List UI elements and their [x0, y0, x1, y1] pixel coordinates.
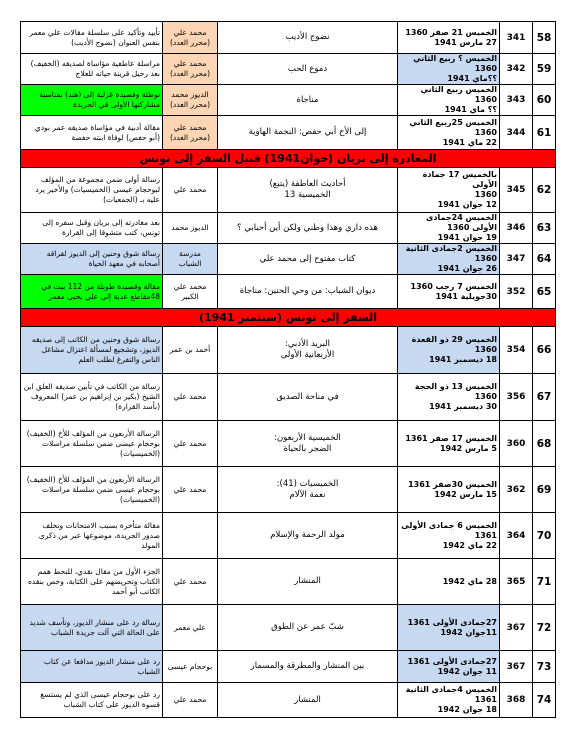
- issue-number: 367: [500, 651, 533, 683]
- date-line: 27جمادى الأولى 1361: [407, 656, 497, 666]
- title-line: هذه داري وهذا وطني ولكن أين أحبابي ؟: [237, 222, 378, 233]
- date-line: الخميس 21 صفر 1360: [405, 27, 497, 37]
- article-title: [218, 244, 398, 275]
- article-note: الجزء الأول من مقال نقدي، للنحط همم الكتاب وتحريضهم على الكتابة، وخص بنقده الكاتب أبو أحمد: [21, 559, 163, 605]
- title-line: مولد الرحمة والإسلام: [270, 530, 345, 540]
- title-line: نضوج الأديب: [285, 32, 330, 42]
- title-line: الضجر بالحياة: [283, 443, 332, 454]
- entry-number: 70: [533, 513, 556, 559]
- article-title: [218, 467, 398, 513]
- article-note: رد على بوحجام عيسى الذي لم يستسغ قسوة الديوز على كتاب الشباب: [21, 683, 163, 718]
- issue-number: 346: [500, 213, 533, 244]
- title-line: المنشار: [294, 576, 321, 586]
- article-title: [218, 421, 398, 467]
- issue-date: [398, 168, 500, 213]
- date-line: الخميس 24جمادى الأولى 1360: [426, 213, 497, 232]
- title-line: الأربعانية الأولى: [280, 350, 335, 360]
- entry-number: 73: [533, 651, 556, 683]
- date-line: 28 ماي 1942: [442, 576, 497, 586]
- entry-number: 71: [533, 559, 556, 605]
- author-line: محمد علي: [173, 438, 207, 448]
- article-note: رسالة من الكاتب في تأبين صديقه العلق ابن الشيخ (بكير بن إبراهيم بن عمر) المعروف (بأسد القرارة): [21, 374, 163, 421]
- issue-number: 344: [500, 116, 533, 150]
- issue-number: 368: [500, 683, 533, 718]
- article-title: [218, 22, 398, 54]
- title-line: الخميسية 13: [284, 190, 331, 200]
- issue-number: 347: [500, 244, 533, 275]
- section-header-row: [21, 309, 556, 327]
- article-title: [218, 559, 398, 605]
- issue-date: [398, 421, 500, 467]
- article-title: [218, 374, 398, 421]
- issue-date: [398, 213, 500, 244]
- author-line: محمد علي: [173, 122, 207, 132]
- issue-number: 367: [500, 605, 533, 651]
- entry-number: 60: [533, 85, 556, 116]
- article-note: مراسلة عاطفية مؤاساة لصديقه (الخفيف) بعد رحيل قرينة حياته للعلاج: [21, 54, 163, 85]
- article-note: مقالة أدبية في مؤاساة صديقه عمر بودي (أبو حفص) لوفاة ابنته حفصة: [21, 116, 163, 150]
- article-author: [163, 651, 218, 683]
- date-line: 5 مارس 1942: [439, 443, 497, 453]
- article-author: [163, 116, 218, 150]
- issue-date: [398, 467, 500, 513]
- date-line: الخميس 13 ذو الحجة 1360: [414, 382, 497, 401]
- article-note: رسالة رد على منشار الديوز، وتأسف شديد على الحالة التي آلت جريدة الشباب: [21, 605, 163, 651]
- author-line: أحمد بن عمر: [169, 345, 211, 354]
- issue-date: [398, 559, 500, 605]
- date-line: الخميس 6 جمادى الأولى: [401, 520, 497, 530]
- author-line: محمد علي: [173, 27, 207, 37]
- article-note: تأييد وتأكيد على سلسلة مقالات علي معمر بنفس العنوان (نضوج الأديب): [21, 22, 163, 54]
- article-author: [163, 168, 218, 213]
- issue-date: [398, 374, 500, 421]
- author-line: مدرسة: [179, 249, 201, 258]
- issue-date: [398, 605, 500, 651]
- issue-number: 341: [500, 22, 533, 54]
- date-line: بالخميس 17 جمادة الأولى: [422, 170, 497, 189]
- issue-number: 343: [500, 85, 533, 116]
- title-line: كتاب مفتوح إلى محمد علي: [259, 253, 356, 264]
- article-title: [218, 683, 398, 718]
- issue-date: [398, 513, 500, 559]
- article-author: [163, 213, 218, 244]
- date-line: 30 ديسمبر 1941: [429, 402, 497, 411]
- title-line: البريد الأدبي:: [284, 339, 331, 349]
- date-line: 15 مارس 1942: [434, 489, 497, 499]
- date-line: الخميس 29 ذو القعدة 1360: [411, 335, 497, 354]
- article-author: [163, 559, 218, 605]
- date-line: الخميس 17 صفر 1361: [405, 433, 497, 443]
- author-line: محمد علي: [173, 484, 207, 494]
- table-row: [21, 275, 556, 309]
- issue-number: 365: [500, 559, 533, 605]
- articles-table: [20, 21, 556, 718]
- entry-number: 63: [533, 213, 556, 244]
- issue-number: 356: [500, 374, 533, 421]
- article-author: [163, 683, 218, 718]
- title-line: الخميسية الأربعون:: [274, 432, 341, 443]
- article-author: [163, 22, 218, 54]
- date-line: الخميس 25ربيع الثاني 1360: [409, 117, 497, 137]
- article-author: [163, 421, 218, 467]
- title-line: إلى الأخ أبي حفص: النجمة الهاوية: [248, 127, 367, 137]
- table-row: [21, 327, 556, 374]
- entry-number: 61: [533, 116, 556, 150]
- date-line: 27 مارس 1941: [434, 37, 497, 47]
- date-line: 12 جوان 1941: [437, 200, 497, 209]
- article-title: [218, 54, 398, 85]
- title-line: ديوان الشباب: من وحي الحنين: مناجاة: [239, 286, 376, 296]
- issue-number: 362: [500, 467, 533, 513]
- issue-number: 342: [500, 54, 533, 85]
- article-title: [218, 513, 398, 559]
- table-row: [21, 605, 556, 651]
- date-line: الخميس 30صفر 1361: [408, 479, 497, 489]
- date-line: 27جمادى الأولى 1361: [407, 617, 497, 627]
- article-author: [163, 374, 218, 421]
- table-row: [21, 559, 556, 605]
- author-line: (محرر العدد): [169, 100, 211, 109]
- date-line: 30جويلية 1941: [435, 291, 497, 301]
- title-line: المنشار: [294, 694, 321, 705]
- article-title: [218, 85, 398, 116]
- date-line: ؟؟ ماي 1941: [444, 105, 497, 114]
- author-line: محمد علي: [173, 695, 207, 704]
- article-note: رسالة شوق وحنين إلى الديوز لفراقه أصحابه في معهد الحياة: [21, 244, 163, 275]
- author-line: محمد علي: [173, 59, 207, 68]
- author-line: الشباب: [178, 259, 202, 268]
- section-header-row: [21, 150, 556, 168]
- article-title: [218, 651, 398, 683]
- entry-number: 62: [533, 168, 556, 213]
- table-row: [21, 22, 556, 54]
- title-line: دموع الحب: [287, 63, 328, 74]
- author-line: (محرر العدد): [169, 37, 211, 47]
- article-author: [163, 54, 218, 85]
- date-line: 18 جوان 1942: [437, 705, 497, 714]
- article-author: [163, 327, 218, 374]
- author-line: محمد علي: [173, 392, 207, 401]
- table-row: [21, 168, 556, 213]
- article-title: [218, 605, 398, 651]
- issue-number: 352: [500, 275, 533, 309]
- entry-number: 65: [533, 275, 556, 309]
- issue-date: [398, 683, 500, 718]
- table-row: [21, 651, 556, 683]
- article-note: رسالة أولى ضمن مجموعة من المؤلف لبوحجام عيسى (الخميسيات) والأخير يرد عليه بـ (الجمعيات): [21, 168, 163, 213]
- entry-number: 66: [533, 327, 556, 374]
- author-line: بوحجام عيسى: [167, 661, 213, 671]
- date-line: 11 جوان 1942: [437, 666, 497, 676]
- entry-number: 59: [533, 54, 556, 85]
- table-row: [21, 244, 556, 275]
- table-row: [21, 421, 556, 467]
- document-page: [21, 21, 556, 718]
- article-author: [163, 467, 218, 513]
- article-author: [163, 275, 218, 309]
- author-line: الديوز محمد: [171, 223, 209, 232]
- table-row: [21, 374, 556, 421]
- date-line: ؟؟ماي 1941: [447, 74, 497, 83]
- issue-number: 354: [500, 327, 533, 374]
- date-line: 1361: [474, 530, 497, 540]
- author-line: محمد علي: [173, 576, 207, 586]
- article-note: الرسالة الأربعون من المؤلف للأخ (الخفيف) بوحجام عيسى ضمن سلسلة مراسلات (الخميسيات): [21, 421, 163, 467]
- author-line: (محرر العدد): [169, 132, 211, 142]
- issue-number: 345: [500, 168, 533, 213]
- date-line: 1360: [474, 190, 497, 199]
- issue-date: [398, 275, 500, 309]
- issue-date: [398, 651, 500, 683]
- article-author: [163, 244, 218, 275]
- articles-table-body: [21, 22, 556, 718]
- table-row: [21, 683, 556, 718]
- date-line: الخميس 4جمادى الثانية 1361: [405, 685, 497, 704]
- author-line: الديوز محمد: [171, 90, 209, 99]
- issue-date: [398, 116, 500, 150]
- article-author: [163, 605, 218, 651]
- date-line: 19 جوان 1941: [437, 233, 497, 242]
- table-row: [21, 213, 556, 244]
- article-note: بعد مغادرته إلى بريان وقبل سفره إلى تونس، كتب متشوقا إلى القرارة: [21, 213, 163, 244]
- article-note: رد على منشار الديوز مدافعا عن كتاب الشباب: [21, 651, 163, 683]
- article-title: [218, 275, 398, 309]
- title-line: بين المنشار والمطرقة والمسمار: [250, 661, 365, 671]
- title-line: مناجاة: [296, 94, 319, 105]
- issue-date: [398, 54, 500, 85]
- table-row: [21, 85, 556, 116]
- date-line: الخميس ؟ ربيع الثاني 1360: [413, 54, 497, 73]
- article-note: مقالة متأخرة بسبب الامتحانات وتخلف صدور الجريدة، موضوعها عبر من ذكرى المولد: [21, 513, 163, 559]
- date-line: 22 ماي 1941: [442, 137, 497, 147]
- date-line: 22 ماي 1942: [442, 540, 497, 550]
- article-title: [218, 116, 398, 150]
- title-line: نعمة الآلام: [289, 489, 326, 500]
- date-line: 26 جوان 1941: [437, 264, 497, 273]
- title-line: شبّ عمر عن الطوق: [271, 622, 344, 632]
- author-line: الكبير: [181, 291, 199, 301]
- entry-number: 69: [533, 467, 556, 513]
- entry-number: 68: [533, 421, 556, 467]
- title-line: في مناحة الصديق: [276, 391, 339, 402]
- author-line: علي معمر: [174, 622, 206, 632]
- entry-number: 67: [533, 374, 556, 421]
- issue-number: 364: [500, 513, 533, 559]
- table-row: [21, 54, 556, 85]
- author-line: (محرر العدد): [169, 69, 211, 78]
- article-note: توطئة وقصيدة غزلية إلى (هند) بمناسبة مشاركتها الأولى في الجريدة: [21, 85, 163, 116]
- entry-number: 72: [533, 605, 556, 651]
- section-title: المغادرة إلى بريان (جوان1941) قبيل السفر إلى تونس: [21, 150, 556, 168]
- article-note: مقالة وقصيدة طويلة من 112 بيت في 48مقاطع عدية إلى علي يحيى معمر: [21, 275, 163, 309]
- date-line: 11جوان 1942: [440, 627, 497, 637]
- section-title: السفر إلى تونس (سبتمبر 1941): [21, 309, 556, 327]
- author-line: محمد علي: [173, 281, 207, 291]
- article-title: [218, 327, 398, 374]
- article-title: [218, 213, 398, 244]
- article-note: الرسالة الأربعون من المؤلف للأخ (الخفيف) بوحجام عيسى ضمن سلسلة مراسلات (الخميسيات): [21, 467, 163, 513]
- issue-date: [398, 22, 500, 54]
- issue-date: [398, 244, 500, 275]
- date-line: الخميس 2جمادى الثانية 1360: [405, 244, 497, 263]
- issue-date: [398, 85, 500, 116]
- table-row: [21, 467, 556, 513]
- article-author: [163, 513, 218, 559]
- title-line: أحاديث العاطفة (يتبع): [269, 179, 346, 189]
- author-line: محمد علي: [173, 185, 207, 194]
- table-row: [21, 513, 556, 559]
- article-author: [163, 85, 218, 116]
- article-title: [218, 168, 398, 213]
- issue-number: 360: [500, 421, 533, 467]
- date-line: الخميس ربيع الثاني 1360: [420, 85, 497, 104]
- title-line: الخميسيات (41):: [276, 478, 339, 489]
- entry-number: 58: [533, 22, 556, 54]
- entry-number: 64: [533, 244, 556, 275]
- date-line: 18 ديسمبر 1941: [429, 355, 497, 364]
- article-note: رسالة شوق وحنين من الكاتب إلى صديقه الديوز، وتشجيع لمسألة اعتزال مشاغل الناس والتفرغ لطلب العلم: [21, 327, 163, 374]
- date-line: الخميس 7 رجب 1360: [410, 281, 497, 291]
- entry-number: 74: [533, 683, 556, 718]
- table-row: [21, 116, 556, 150]
- issue-date: [398, 327, 500, 374]
